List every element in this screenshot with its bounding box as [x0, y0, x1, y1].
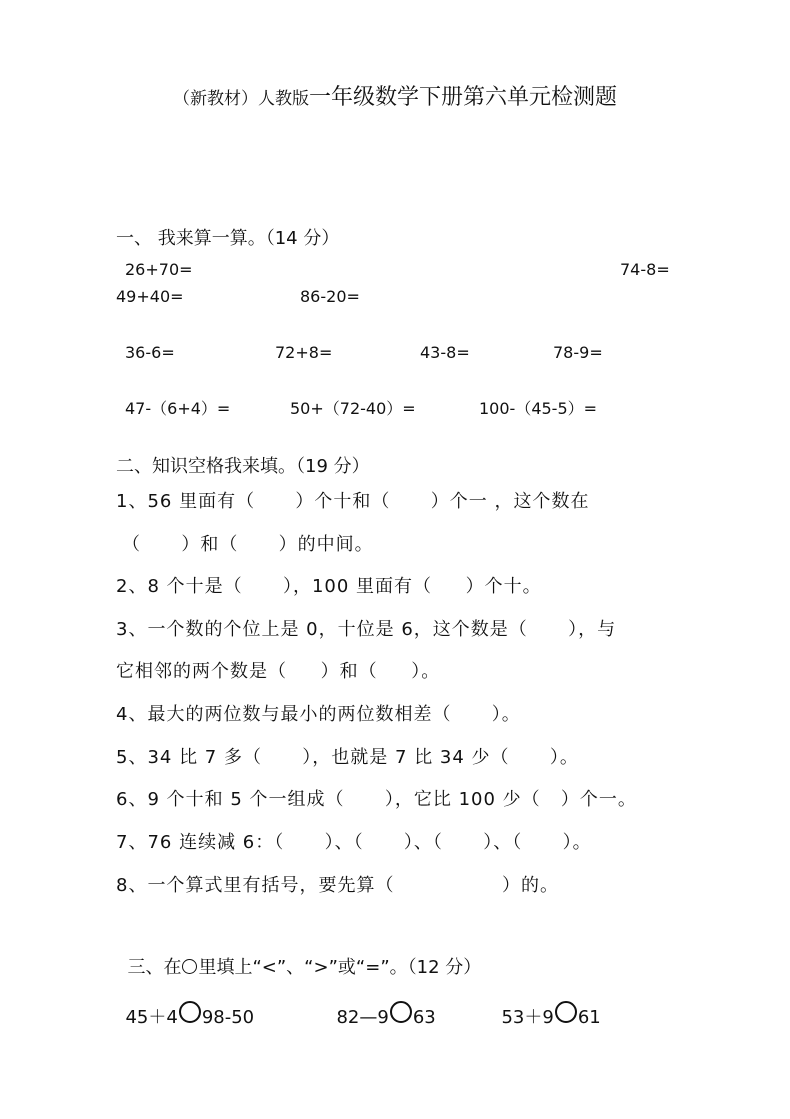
question-line: 3、一个数的个位上是 0，十位是 6，这个数是（ ），与	[116, 619, 617, 640]
compare-right: 63	[412, 1007, 436, 1028]
compare-left: 53＋9	[501, 1007, 554, 1028]
calc-item: 86-20=	[300, 287, 360, 306]
compare-right: 61	[577, 1007, 601, 1028]
question-line: 8、一个算式里有括号，要先算（ ）的。	[116, 875, 559, 896]
section1-heading: 一、 我来算一算。（14 分）	[116, 228, 340, 249]
calc-item: 74-8=	[620, 260, 670, 279]
question-line: （ ）和（ ）的中间。	[122, 534, 374, 555]
calc-item: 36-6=	[125, 343, 175, 362]
calc-item: 26+70=	[125, 260, 193, 279]
title-prefix: （新教材）人教版	[172, 89, 309, 109]
compare-item	[325, 983, 436, 1027]
compare-item	[114, 983, 254, 1027]
compare-right: 98-50	[201, 1007, 255, 1028]
question-line: 2、8 个十是（ ），100 里面有（ ）个十。	[116, 576, 542, 597]
page-title	[0, 80, 790, 111]
compare-item	[490, 983, 601, 1027]
question-line: 6、9 个十和 5 个一组成（ ），它比 100 少（ ）个一。	[116, 789, 637, 810]
question-line: 5、34 比 7 多（ ），也就是 7 比 34 少（ ）。	[116, 747, 579, 768]
calc-item: 100-（45-5）=	[479, 399, 598, 418]
section2-heading: 二、知识空格我来填。（19 分）	[116, 456, 370, 477]
calc-item: 43-8=	[420, 343, 470, 362]
calc-item: 72+8=	[275, 343, 333, 362]
calc-item: 78-9=	[553, 343, 603, 362]
compare-circle-icon[interactable]	[555, 1001, 577, 1023]
compare-left: 82—9	[336, 1007, 389, 1028]
compare-left: 45＋4	[125, 1007, 178, 1028]
title-main: 一年级数学下册第六单元检测题	[308, 85, 617, 110]
compare-circle-icon[interactable]	[179, 1001, 201, 1023]
section3-heading-after: 里填上“<”、“>”或“=”。（12 分）	[198, 957, 482, 978]
circle-icon	[182, 959, 197, 974]
question-line: 7、76 连续减 6：（ ）、（ ）、（ ）、（ ）。	[116, 832, 592, 853]
section3-heading	[116, 941, 481, 977]
compare-circle-icon[interactable]	[390, 1001, 412, 1023]
question-line: 1、56 里面有（ ）个十和（ ）个一 ，这个数在	[116, 491, 590, 512]
question-line: 4、最大的两位数与最小的两位数相差（ ）。	[116, 704, 521, 725]
calc-item: 50+（72-40）=	[290, 399, 416, 418]
section3-heading-before: 三、在	[127, 957, 182, 978]
calc-item: 49+40=	[116, 287, 184, 306]
calc-item: 47-（6+4）=	[125, 399, 231, 418]
question-line: 它相邻的两个数是（ ）和（ ）。	[116, 661, 441, 682]
